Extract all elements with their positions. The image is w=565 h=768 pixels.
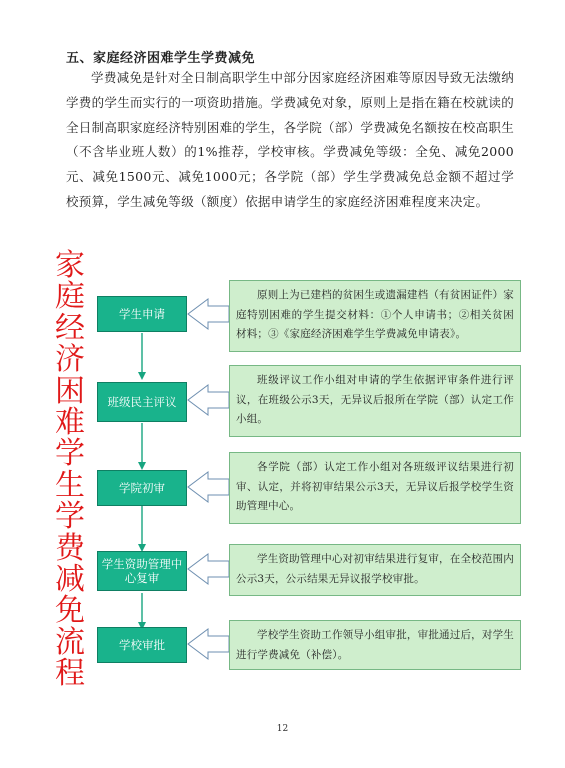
flow-title-char: 程: [55, 656, 85, 692]
flow-title-char: 家: [55, 248, 85, 283]
flow-title-char: 难: [55, 404, 85, 440]
flow-title-char: 费: [55, 530, 85, 566]
section-heading: 五、家庭经济困难学生学费减免: [66, 51, 256, 66]
left-arrow: [188, 629, 229, 659]
flow-title-char: 学: [55, 436, 85, 472]
flow-title-char: 庭: [55, 279, 85, 315]
flow-title-char: 困: [55, 373, 85, 409]
step-box-school-approval: 学校审批: [97, 627, 187, 663]
step-box-student-application: 学生申请: [97, 296, 187, 332]
step-box-college-initial-review: 学院初审: [97, 470, 187, 506]
page-number: 12: [276, 724, 289, 734]
flow-title-char: 经: [55, 310, 85, 346]
left-arrow: [188, 385, 229, 415]
step-note: 学生资助管理中心对初审结果进行复审，在全校范围内公示3天，公示结果无异议报学校审批。: [229, 544, 521, 596]
step-note: 学校学生资助工作领导小组审批，审批通过后，对学生进行学费减免（补偿）。: [229, 620, 521, 670]
step-note: 各学院（部）认定工作小组对各班级评议结果进行初审、认定，并将初审结果公示3天，无异议后报学校学生资助管理中心。: [229, 452, 521, 524]
left-arrow: [188, 472, 229, 502]
step-note: 原则上为已建档的贫困生或遗漏建档（有贫困证件）家庭特别困难的学生提交材料：①个人申请书；②相关贫困材料；③《家庭经济困难学生学费减免申请表》。: [229, 280, 521, 352]
step-note: 班级评议工作小组对申请的学生依据评审条件进行评议，在班级公示3天，无异议后报所在学院（部）认定工作小组。: [229, 365, 521, 437]
flow-title-char: 流: [55, 624, 85, 660]
flow-title-char: 减: [55, 561, 85, 597]
step-box-center-re-review: 学生资助管理中心复审: [97, 551, 187, 591]
left-arrow: [188, 554, 229, 584]
flow-title-char: 济: [55, 342, 85, 378]
flow-title-char: 学: [55, 499, 85, 535]
left-arrow: [188, 299, 229, 329]
flow-title-char: 生: [55, 467, 85, 503]
step-box-class-review: 班级民主评议: [97, 382, 187, 422]
flow-title-char: 免: [55, 593, 85, 629]
section-paragraph: 学费减免是针对全日制高职学生中部分因家庭经济困难等原因导致无法缴纳学费的学生而实行的一项资助措施。学费减免对象，原则上是指在籍在校就读的全日制高职家庭经济特别困难的学生，各学院（部）学费减免名额按在校高职生（不含毕业班人数）的1%推荐，学校审核。学费减免等级：全免、减免2000元、减免1500元、减免1000元；各学院（部）学生学费减免总金额不超过学校预算，学生减免等级（额度）依据申请学生的家庭经济困难程度来决定。: [66, 70, 515, 209]
